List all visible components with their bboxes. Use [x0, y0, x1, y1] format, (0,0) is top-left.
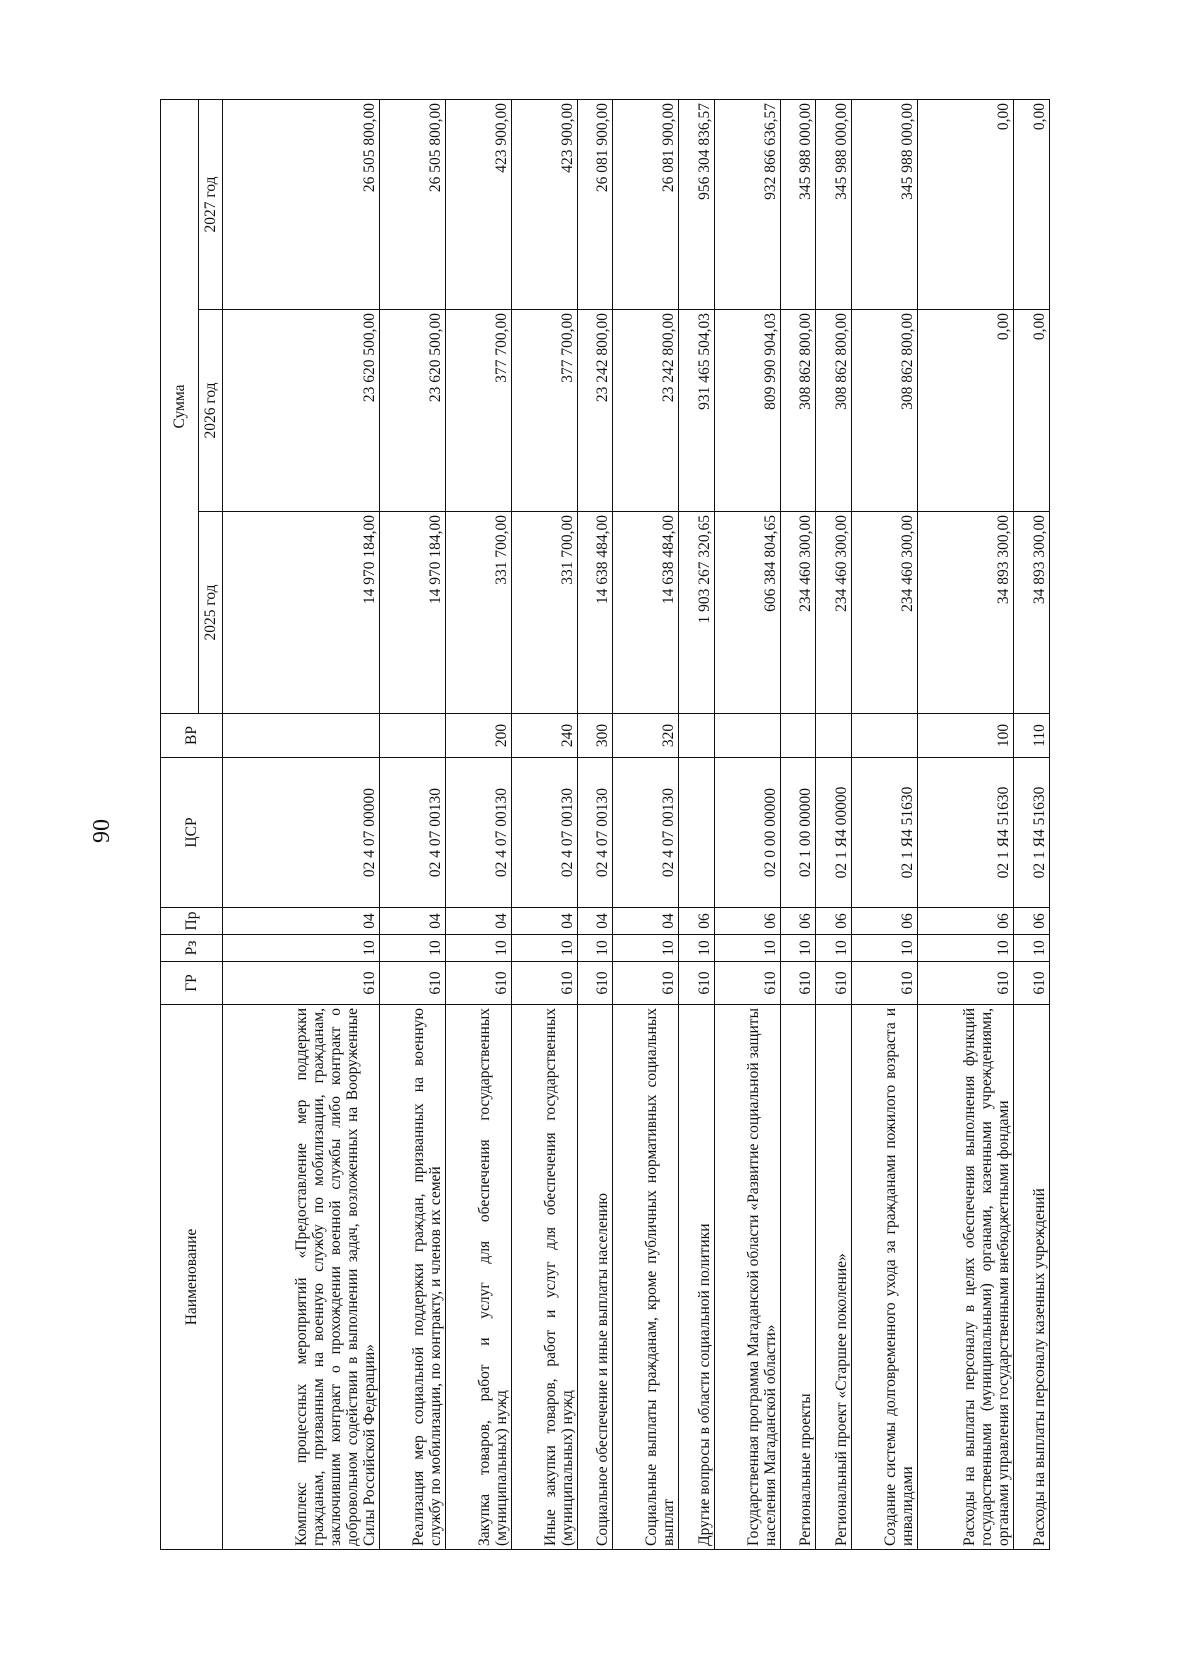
row-csr: 02 4 07 00130 — [445, 758, 511, 908]
row-csr: 02 4 07 00130 — [577, 758, 613, 908]
row-sum-2025: 34 893 300,00 — [1014, 512, 1050, 714]
table-row — [917, 99, 1013, 1549]
row-sum-2027: 26 505 800,00 — [379, 99, 445, 309]
table-row — [577, 99, 613, 1549]
row-sum-2025: 331 700,00 — [511, 512, 577, 714]
row-sum-2026: 23 242 800,00 — [577, 310, 613, 512]
row-csr: 02 4 07 00130 — [613, 758, 679, 908]
row-vr: 320 — [613, 714, 679, 758]
row-name: Закупка товаров, работ и услуг для обеспечения государственных (муниципальных) нужд — [445, 1005, 511, 1550]
row-csr: 02 4 07 00000 — [223, 758, 380, 908]
table-row — [511, 99, 577, 1549]
row-pr: 04 — [511, 908, 577, 935]
row-name: Региональный проект «Старшее поколение» — [816, 1005, 852, 1550]
row-csr: 02 1 Я4 51630 — [917, 758, 1013, 908]
row-gr: 610 — [816, 962, 852, 1005]
row-sum-2026: 0,00 — [917, 310, 1013, 512]
row-csr: 02 1 Я4 51630 — [852, 758, 918, 908]
row-gr: 610 — [780, 962, 816, 1005]
row-gr: 610 — [1014, 962, 1050, 1005]
row-sum-2027: 0,00 — [1014, 99, 1050, 309]
row-name: Комплекс процессных мероприятий «Предоставление мер поддержки гражданам, призванным на военную службу по мобилизации, гражданам, заключившим контракт о прохождении военной службы либо контракт о добровольном содействии в выполнении задач, возложенных на Вооруженные Силы Российской Федерации» — [223, 1005, 380, 1550]
row-vr — [714, 714, 780, 758]
row-pr: 04 — [223, 908, 380, 935]
row-rz: 10 — [780, 935, 816, 962]
row-sum-2027: 26 081 900,00 — [577, 99, 613, 309]
row-sum-2027: 0,00 — [917, 99, 1013, 309]
table-row — [223, 99, 380, 1549]
row-rz: 10 — [379, 935, 445, 962]
row-sum-2025: 14 970 184,00 — [223, 512, 380, 714]
row-sum-2027: 345 988 000,00 — [780, 99, 816, 309]
row-sum-2026: 23 242 800,00 — [613, 310, 679, 512]
row-gr: 610 — [714, 962, 780, 1005]
header-sum: Сумма — [161, 99, 199, 713]
row-vr: 300 — [577, 714, 613, 758]
row-name: Региональные проекты — [780, 1005, 816, 1550]
row-sum-2025: 331 700,00 — [445, 512, 511, 714]
header-year-2027: 2027 год — [199, 99, 223, 309]
row-pr: 04 — [379, 908, 445, 935]
row-vr — [379, 714, 445, 758]
table-row — [1014, 99, 1050, 1549]
row-sum-2025: 234 460 300,00 — [816, 512, 852, 714]
row-csr: 02 0 00 00000 — [714, 758, 780, 908]
row-pr: 06 — [780, 908, 816, 935]
row-gr: 610 — [917, 962, 1013, 1005]
table-row — [852, 99, 918, 1549]
header-name: Наименование — [161, 1005, 223, 1550]
row-name: Государственная программа Магаданской области «Развитие социальной защиты населения Магаданской области» — [714, 1005, 780, 1550]
row-vr: 100 — [917, 714, 1013, 758]
row-rz: 10 — [577, 935, 613, 962]
row-rz: 10 — [917, 935, 1013, 962]
header-vr: ВР — [161, 714, 223, 758]
row-sum-2026: 23 620 500,00 — [223, 310, 380, 512]
row-gr: 610 — [577, 962, 613, 1005]
table-row — [714, 99, 780, 1549]
row-sum-2025: 34 893 300,00 — [917, 512, 1013, 714]
row-rz: 10 — [1014, 935, 1050, 962]
row-rz: 10 — [223, 935, 380, 962]
row-sum-2026: 377 700,00 — [445, 310, 511, 512]
row-rz: 10 — [511, 935, 577, 962]
row-rz: 10 — [613, 935, 679, 962]
row-sum-2026: 931 465 504,03 — [679, 310, 715, 512]
row-sum-2027: 26 505 800,00 — [223, 99, 380, 309]
row-vr: 110 — [1014, 714, 1050, 758]
row-name: Расходы на выплаты персоналу казенных учреждений — [1014, 1005, 1050, 1550]
budget-table — [160, 99, 1050, 1550]
row-gr: 610 — [613, 962, 679, 1005]
header-pr: Пр — [161, 908, 223, 935]
header-gr: ГР — [161, 962, 223, 1005]
row-sum-2027: 345 988 000,00 — [852, 99, 918, 309]
row-rz: 10 — [852, 935, 918, 962]
row-vr: 240 — [511, 714, 577, 758]
row-pr: 06 — [852, 908, 918, 935]
row-pr: 06 — [714, 908, 780, 935]
budget-table-container — [160, 100, 1050, 1550]
row-csr: 02 1 00 00000 — [780, 758, 816, 908]
row-sum-2026: 23 620 500,00 — [379, 310, 445, 512]
row-sum-2025: 14 638 484,00 — [577, 512, 613, 714]
row-sum-2027: 932 866 636,57 — [714, 99, 780, 309]
row-vr — [780, 714, 816, 758]
row-rz: 10 — [714, 935, 780, 962]
row-gr: 610 — [679, 962, 715, 1005]
row-name: Расходы на выплаты персоналу в целях обеспечения выполнения функций государственными (муниципальными) органами, казенными учреждениями, органами управления государственными внебюджетными фондами — [917, 1005, 1013, 1550]
row-sum-2027: 956 304 836,57 — [679, 99, 715, 309]
row-sum-2026: 308 862 800,00 — [780, 310, 816, 512]
row-csr: 02 4 07 00130 — [511, 758, 577, 908]
header-csr: ЦСР — [161, 758, 223, 908]
row-vr — [816, 714, 852, 758]
row-name: Реализация мер социальной поддержки граждан, призванных на военную службу по мобилизации, по контракту, и членов их семей — [379, 1005, 445, 1550]
row-pr: 06 — [816, 908, 852, 935]
table-row — [613, 99, 679, 1549]
row-sum-2026: 308 862 800,00 — [852, 310, 918, 512]
row-csr: 02 1 Я4 00000 — [816, 758, 852, 908]
row-pr: 06 — [679, 908, 715, 935]
table-row — [379, 99, 445, 1549]
row-pr: 04 — [445, 908, 511, 935]
row-sum-2026: 0,00 — [1014, 310, 1050, 512]
row-csr: 02 1 Я4 51630 — [1014, 758, 1050, 908]
row-sum-2027: 345 988 000,00 — [816, 99, 852, 309]
header-year-2025: 2025 год — [199, 512, 223, 714]
row-sum-2026: 377 700,00 — [511, 310, 577, 512]
row-rz: 10 — [679, 935, 715, 962]
row-vr — [852, 714, 918, 758]
row-sum-2025: 234 460 300,00 — [780, 512, 816, 714]
row-vr — [679, 714, 715, 758]
row-gr: 610 — [511, 962, 577, 1005]
table-row — [780, 99, 816, 1549]
row-sum-2025: 14 970 184,00 — [379, 512, 445, 714]
header-year-2026: 2026 год — [199, 310, 223, 512]
row-sum-2025: 14 638 484,00 — [613, 512, 679, 714]
row-gr: 610 — [223, 962, 380, 1005]
row-sum-2025: 1 903 267 320,65 — [679, 512, 715, 714]
row-rz: 10 — [816, 935, 852, 962]
row-vr — [223, 714, 380, 758]
row-sum-2026: 308 862 800,00 — [816, 310, 852, 512]
row-pr: 04 — [577, 908, 613, 935]
row-sum-2025: 234 460 300,00 — [852, 512, 918, 714]
header-rz: Рз — [161, 935, 223, 962]
row-csr — [679, 758, 715, 908]
row-name: Другие вопросы в области социальной политики — [679, 1005, 715, 1550]
row-pr: 06 — [1014, 908, 1050, 935]
table-row — [679, 99, 715, 1549]
row-name: Социальные выплаты гражданам, кроме публичных нормативных социальных выплат — [613, 1005, 679, 1550]
row-sum-2027: 26 081 900,00 — [613, 99, 679, 309]
row-sum-2025: 606 384 804,65 — [714, 512, 780, 714]
row-name: Иные закупки товаров, работ и услуг для обеспечения государственных (муниципальных) нужд — [511, 1005, 577, 1550]
row-name: Создание системы долговременного ухода за гражданами пожилого возраста и инвалидами — [852, 1005, 918, 1550]
row-name: Социальное обеспечение и иные выплаты населению — [577, 1005, 613, 1550]
row-rz: 10 — [445, 935, 511, 962]
row-gr: 610 — [852, 962, 918, 1005]
row-gr: 610 — [379, 962, 445, 1005]
table-row — [445, 99, 511, 1549]
row-csr: 02 4 07 00130 — [379, 758, 445, 908]
row-sum-2027: 423 900,00 — [511, 99, 577, 309]
row-pr: 06 — [917, 908, 1013, 935]
row-gr: 610 — [445, 962, 511, 1005]
row-pr: 04 — [613, 908, 679, 935]
page-number: 90 — [89, 819, 115, 843]
row-vr: 200 — [445, 714, 511, 758]
row-sum-2027: 423 900,00 — [445, 99, 511, 309]
table-row — [816, 99, 852, 1549]
row-sum-2026: 809 990 904,03 — [714, 310, 780, 512]
